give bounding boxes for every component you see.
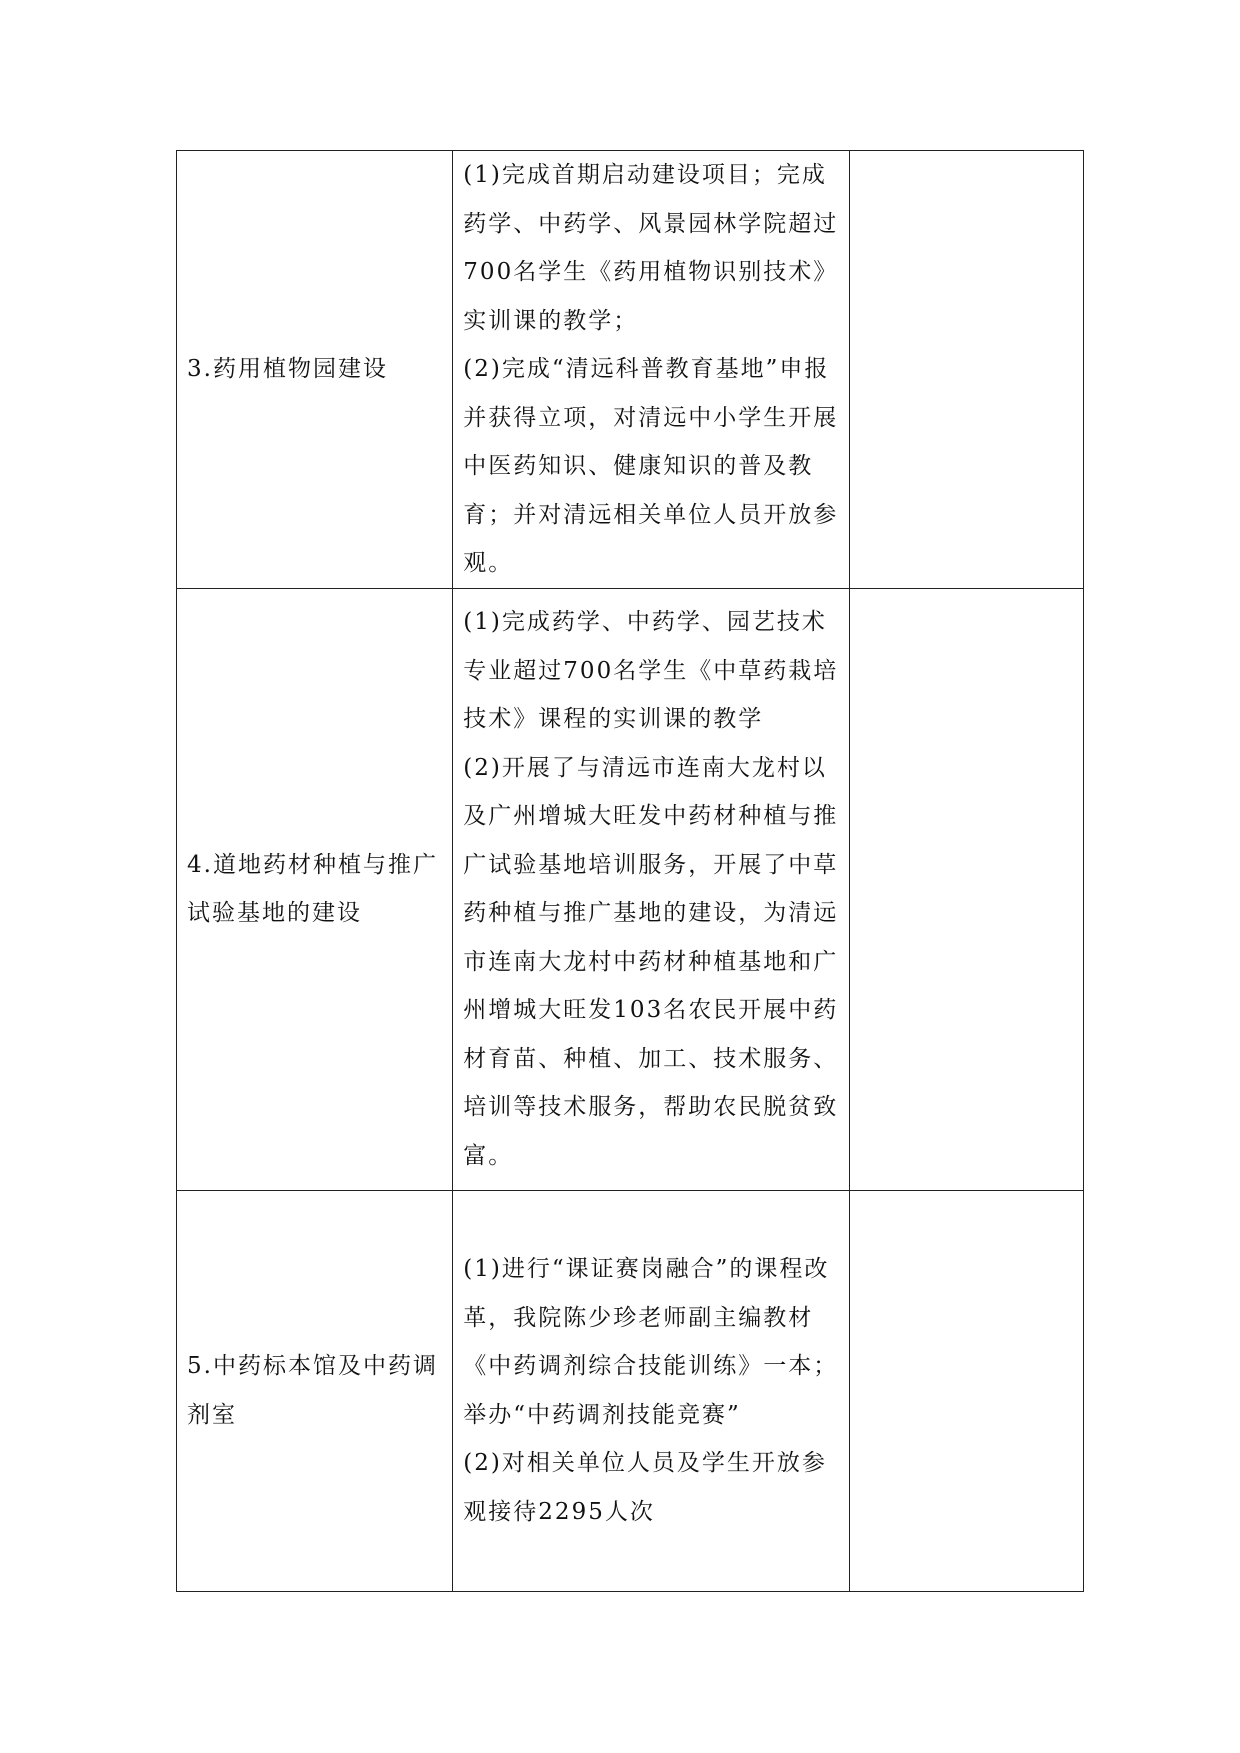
note-cell xyxy=(849,588,1083,1190)
description-cell xyxy=(453,588,849,1190)
note-cell xyxy=(849,1190,1083,1591)
table-row xyxy=(177,1190,1084,1591)
description-paragraph: (2)完成“清远科普教育基地”申报并获得立项，对清远中小学生开展中医药知识、健康知识的普及教育；并对清远相关单位人员开放参观。 xyxy=(463,356,839,576)
project-table xyxy=(176,150,1084,1592)
item-cell: 5.中药标本馆及中药调剂室 xyxy=(177,1190,453,1591)
description-paragraph: (1)完成药学、中药学、园艺技术专业超过700名学生《中草药栽培技术》课程的实训课的教学 xyxy=(463,609,839,732)
description-paragraph: (2)开展了与清远市连南大龙村以及广州增城大旺发中药材种植与推广试验基地培训服务，开展了中草药种植与推广基地的建设，为清远市连南大龙村中药材种植基地和广州增城大旺发103名农民开展中药材育苗、种植、加工、技术服务、培训等技术服务，帮助农民脱贫致富。 xyxy=(463,754,839,1169)
table-row xyxy=(177,151,1084,589)
note-cell xyxy=(849,151,1083,589)
description-paragraph: (2)对相关单位人员及学生开放参观接待2295人次 xyxy=(463,1450,827,1525)
description-paragraph: (1)完成首期启动建设项目；完成药学、中药学、风景园林学院超过700名学生《药用植物识别技术》实训课的教学； xyxy=(463,162,839,334)
table-row xyxy=(177,588,1084,1190)
description-cell xyxy=(453,151,849,589)
description-cell xyxy=(453,1190,849,1591)
item-cell: 4.道地药材种植与推广试验基地的建设 xyxy=(177,588,453,1190)
description-paragraph: (1)进行“课证赛岗融合”的课程改革，我院陈少珍老师副主编教材《中药调剂综合技能训练》一本；举办“中药调剂技能竞赛” xyxy=(463,1256,839,1428)
item-cell: 3.药用植物园建设 xyxy=(177,151,453,589)
